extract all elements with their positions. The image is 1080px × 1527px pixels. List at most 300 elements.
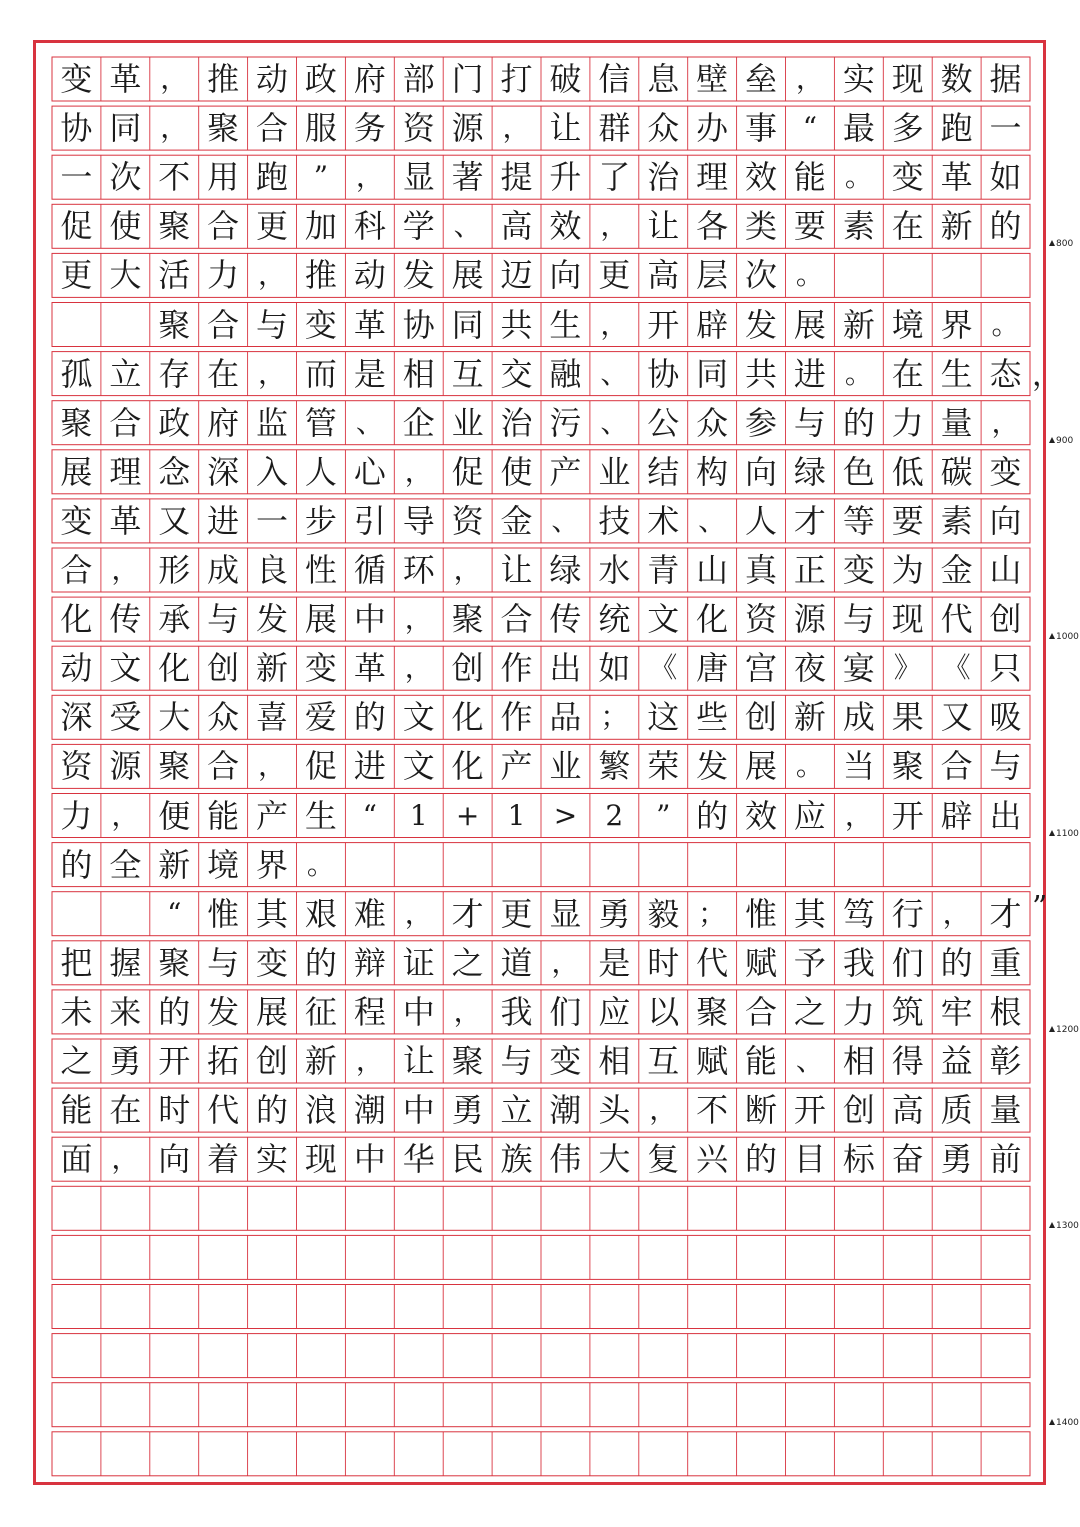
essay-character: 果 bbox=[891, 698, 924, 737]
essay-character: 文 bbox=[402, 747, 435, 786]
essay-character: 着 bbox=[207, 1140, 240, 1179]
essay-character: 、 bbox=[355, 405, 384, 439]
essay-character: 同 bbox=[696, 354, 729, 393]
essay-character: 不 bbox=[158, 158, 191, 197]
word-count-label: 1300 bbox=[1056, 1221, 1079, 1232]
essay-character: 其 bbox=[256, 894, 289, 933]
essay-character: 合 bbox=[745, 992, 778, 1031]
essay-character: 发 bbox=[207, 992, 240, 1031]
essay-character: 作 bbox=[500, 649, 533, 688]
essay-character: 与 bbox=[793, 403, 826, 442]
essay-character: 时 bbox=[647, 943, 680, 982]
essay-character: 源 bbox=[109, 747, 142, 786]
essay-character: 迈 bbox=[500, 256, 533, 295]
essay-character: 青 bbox=[647, 551, 680, 589]
essay-character: 难 bbox=[353, 894, 386, 933]
essay-character: 这 bbox=[647, 698, 680, 737]
essay-character: 唐 bbox=[696, 649, 729, 688]
essay-character: “ bbox=[362, 798, 377, 832]
essay-character: 目 bbox=[793, 1140, 826, 1179]
essay-character: ， bbox=[111, 1142, 140, 1176]
essay-character: 彰 bbox=[989, 1042, 1022, 1080]
essay-character: 创 bbox=[745, 698, 778, 737]
essay-character: 共 bbox=[745, 354, 778, 393]
essay-character: 导 bbox=[402, 501, 435, 540]
essay-character: 推 bbox=[207, 60, 240, 98]
essay-character: 是 bbox=[598, 943, 631, 982]
essay-character: 学 bbox=[402, 207, 435, 246]
essay-character: 之 bbox=[793, 992, 826, 1031]
essay-character: 毅 bbox=[647, 894, 680, 933]
essay-character: 的 bbox=[940, 943, 973, 982]
essay-character: 升 bbox=[549, 158, 582, 197]
essay-character: 资 bbox=[60, 747, 93, 786]
word-count-label: 800 bbox=[1056, 239, 1074, 250]
essay-character: 实 bbox=[842, 60, 875, 98]
essay-character: 在 bbox=[207, 354, 240, 393]
essay-character: 破 bbox=[549, 60, 582, 98]
essay-character: 筑 bbox=[891, 992, 924, 1031]
essay-character: 传 bbox=[109, 600, 142, 639]
essay-character: 文 bbox=[647, 600, 680, 639]
essay-character: 形 bbox=[158, 551, 191, 589]
essay-character: 、 bbox=[795, 1044, 824, 1077]
essay-character: 的 bbox=[158, 992, 191, 1031]
essay-character: 喜 bbox=[256, 698, 289, 737]
essay-character: 部 bbox=[402, 60, 435, 98]
essay-character: ， bbox=[551, 945, 580, 979]
essay-character: 让 bbox=[549, 109, 582, 148]
essay-character: 层 bbox=[696, 256, 729, 295]
essay-character: 合 bbox=[940, 747, 973, 786]
essay-character: 多 bbox=[891, 109, 924, 148]
essay-character: ， bbox=[404, 651, 433, 685]
essay-character: 能 bbox=[745, 1042, 778, 1080]
essay-character: 。 bbox=[844, 356, 873, 390]
essay-character: 的 bbox=[745, 1140, 778, 1179]
essay-character: + bbox=[455, 798, 480, 832]
essay-character: 生 bbox=[940, 354, 973, 393]
essay-character: 现 bbox=[891, 60, 924, 98]
essay-character: 垒 bbox=[745, 60, 778, 98]
essay-character: 。 bbox=[306, 847, 335, 881]
essay-character: 得 bbox=[891, 1042, 924, 1080]
essay-character: > bbox=[553, 798, 578, 832]
essay-character: 低 bbox=[891, 452, 924, 491]
essay-character: 发 bbox=[696, 747, 729, 786]
essay-character: 公 bbox=[647, 403, 680, 442]
essay-character: 群 bbox=[598, 109, 631, 148]
essay-character: 全 bbox=[109, 845, 142, 884]
essay-character: 展 bbox=[304, 600, 337, 639]
triangle-icon bbox=[1049, 437, 1055, 443]
essay-character: 立 bbox=[109, 354, 142, 393]
essay-character: 创 bbox=[207, 649, 240, 688]
triangle-icon bbox=[1049, 240, 1055, 246]
essay-character: 爱 bbox=[304, 698, 337, 737]
essay-character: 的 bbox=[696, 796, 729, 835]
essay-character: 力 bbox=[891, 403, 924, 442]
essay-character: 协 bbox=[402, 305, 435, 344]
essay-character: 品 bbox=[549, 698, 582, 737]
essay-character: 山 bbox=[696, 551, 729, 589]
essay-character: 力 bbox=[60, 796, 93, 835]
essay-character: 新 bbox=[940, 207, 973, 246]
essay-character: 中 bbox=[353, 1140, 386, 1179]
essay-character: ， bbox=[111, 553, 140, 586]
essay-character: 聚 bbox=[158, 747, 191, 786]
essay-character: ， bbox=[453, 553, 482, 586]
essay-character: 繁 bbox=[598, 747, 631, 786]
essay-character: 聚 bbox=[158, 943, 191, 982]
essay-character: 1 bbox=[409, 798, 428, 832]
essay-character: 色 bbox=[842, 452, 875, 491]
essay-character: 界 bbox=[256, 845, 289, 884]
essay-character: 1 bbox=[507, 798, 526, 832]
essay-character: 与 bbox=[256, 305, 289, 344]
essay-character: 聚 bbox=[451, 1042, 484, 1080]
essay-character: 动 bbox=[353, 256, 386, 295]
essay-character: 惟 bbox=[207, 894, 240, 933]
essay-character: 为 bbox=[891, 551, 924, 589]
essay-character: 的 bbox=[989, 207, 1022, 246]
essay-character: 力 bbox=[842, 992, 875, 1031]
essay-character: 次 bbox=[109, 158, 142, 197]
essay-character: 政 bbox=[158, 403, 191, 442]
essay-character: 受 bbox=[109, 698, 142, 737]
essay-character: 大 bbox=[109, 256, 142, 295]
essay-character: 、 bbox=[600, 356, 629, 390]
essay-character: 合 bbox=[60, 551, 93, 589]
essay-character: 生 bbox=[549, 305, 582, 344]
essay-character: 态 bbox=[989, 354, 1022, 393]
essay-character: 碳 bbox=[940, 452, 973, 491]
triangle-icon bbox=[1049, 1026, 1055, 1032]
essay-character: 与 bbox=[842, 600, 875, 639]
essay-character: 统 bbox=[598, 600, 631, 639]
essay-character: 作 bbox=[500, 698, 533, 737]
essay-character: 我 bbox=[500, 992, 533, 1031]
essay-character: 荣 bbox=[647, 747, 680, 786]
essay-character: 才 bbox=[451, 894, 484, 933]
essay-character: ” bbox=[313, 160, 329, 194]
essay-character: 正 bbox=[793, 551, 826, 589]
essay-character: ， bbox=[844, 798, 873, 832]
essay-character: 的 bbox=[256, 1091, 289, 1130]
essay-character: 孤 bbox=[60, 354, 93, 393]
word-count-label: 900 bbox=[1056, 435, 1074, 446]
essay-character: 与 bbox=[207, 943, 240, 982]
essay-character: 业 bbox=[549, 747, 582, 786]
essay-character: 赋 bbox=[745, 943, 778, 982]
essay-character: 术 bbox=[647, 501, 680, 540]
essay-character: 结 bbox=[647, 452, 680, 491]
essay-character: 创 bbox=[842, 1091, 875, 1130]
essay-character: 能 bbox=[207, 796, 240, 835]
essay-character: 推 bbox=[304, 256, 337, 295]
essay-character: 境 bbox=[891, 305, 924, 344]
essay-character: 良 bbox=[256, 551, 289, 589]
essay-character: 显 bbox=[402, 158, 435, 197]
essay-character: 办 bbox=[696, 109, 729, 148]
essay-character: 真 bbox=[745, 551, 778, 589]
essay-character: 。 bbox=[844, 160, 873, 194]
word-count-marker bbox=[1049, 829, 1079, 839]
essay-character: 步 bbox=[304, 501, 337, 540]
essay-character: 前 bbox=[989, 1140, 1022, 1179]
essay-character: 新 bbox=[158, 845, 191, 884]
essay-character: 辩 bbox=[353, 943, 386, 982]
essay-character: 门 bbox=[451, 60, 484, 98]
essay-character: 高 bbox=[500, 207, 533, 246]
essay-character: 伟 bbox=[549, 1140, 582, 1179]
essay-character: 使 bbox=[109, 207, 142, 246]
essay-character: 生 bbox=[304, 796, 337, 835]
essay-character: 以 bbox=[647, 992, 680, 1031]
essay-character: 化 bbox=[451, 747, 484, 786]
essay-character: 产 bbox=[500, 747, 533, 786]
essay-character: ， bbox=[502, 111, 531, 145]
essay-character: 当 bbox=[842, 747, 875, 786]
essay-character: 又 bbox=[940, 698, 973, 737]
essay-character: 展 bbox=[745, 747, 778, 786]
essay-character: 如 bbox=[989, 158, 1022, 197]
essay-character: 与 bbox=[500, 1042, 533, 1080]
essay-character: 一 bbox=[256, 501, 289, 540]
essay-character: 打 bbox=[500, 60, 533, 98]
essay-character: 创 bbox=[989, 600, 1022, 639]
essay-character: 聚 bbox=[207, 109, 240, 148]
essay-character: 创 bbox=[256, 1042, 289, 1080]
essay-character: 向 bbox=[158, 1140, 191, 1179]
triangle-icon bbox=[1049, 1222, 1055, 1228]
essay-character: 兴 bbox=[696, 1140, 729, 1179]
essay-character: 著 bbox=[451, 158, 484, 197]
essay-character: 、 bbox=[551, 503, 580, 537]
word-count-marker bbox=[1049, 1025, 1079, 1035]
essay-character: 在 bbox=[109, 1091, 142, 1130]
essay-character: 合 bbox=[207, 305, 240, 344]
essay-character: 证 bbox=[402, 943, 435, 982]
essay-character: 开 bbox=[158, 1042, 191, 1080]
word-count-label: 1200 bbox=[1056, 1025, 1079, 1035]
essay-character: 中 bbox=[402, 992, 435, 1031]
essay-character: 勇 bbox=[109, 1042, 142, 1080]
essay-character: 革 bbox=[940, 158, 973, 197]
word-count-marker bbox=[1049, 632, 1079, 642]
triangle-icon bbox=[1049, 1419, 1055, 1425]
essay-character: 效 bbox=[745, 158, 778, 197]
essay-character: 展 bbox=[451, 256, 484, 295]
essay-character: 中 bbox=[402, 1091, 435, 1130]
essay-character: 的 bbox=[60, 845, 93, 884]
essay-character: 又 bbox=[158, 501, 191, 540]
essay-character: 相 bbox=[402, 354, 435, 393]
essay-character: 同 bbox=[109, 109, 142, 148]
essay-character: 污 bbox=[549, 403, 582, 442]
essay-character: 让 bbox=[402, 1042, 435, 1080]
essay-character: 2 bbox=[605, 798, 624, 832]
essay-character: 深 bbox=[207, 452, 240, 491]
essay-character: 把 bbox=[60, 943, 93, 982]
essay-character: 高 bbox=[891, 1091, 924, 1130]
essay-character: 促 bbox=[60, 207, 93, 246]
essay-character: 发 bbox=[402, 256, 435, 295]
essay-character: ， bbox=[404, 602, 433, 636]
essay-character: 的 bbox=[304, 943, 337, 982]
essay-character: 才 bbox=[793, 501, 826, 540]
essay-character: ； bbox=[698, 896, 727, 930]
essay-character: 成 bbox=[207, 551, 240, 589]
essay-character: 治 bbox=[647, 158, 680, 197]
essay-character: 跑 bbox=[940, 109, 973, 148]
essay-character: 标 bbox=[842, 1140, 875, 1179]
word-count-marker bbox=[1049, 436, 1073, 446]
essay-character: 变 bbox=[304, 649, 337, 688]
essay-character: “ bbox=[167, 896, 182, 930]
essay-character: 。 bbox=[991, 307, 1020, 341]
essay-character: 同 bbox=[451, 305, 484, 344]
essay-character: 革 bbox=[109, 60, 142, 98]
essay-character: 文 bbox=[402, 698, 435, 737]
essay-character: 现 bbox=[891, 600, 924, 639]
essay-character: ， bbox=[404, 454, 433, 488]
essay-character: 融 bbox=[549, 354, 582, 393]
essay-character: ， bbox=[942, 896, 971, 930]
essay-character: 在 bbox=[891, 354, 924, 393]
essay-character: ” bbox=[656, 798, 671, 832]
essay-character: 变 bbox=[891, 158, 924, 197]
essay-character: 开 bbox=[891, 796, 924, 835]
essay-character: ， bbox=[404, 896, 433, 930]
essay-character: 引 bbox=[353, 501, 386, 540]
essay-character: 相 bbox=[598, 1042, 631, 1080]
essay-character: 代 bbox=[207, 1091, 240, 1130]
essay-character: 动 bbox=[60, 649, 93, 688]
essay-character: 府 bbox=[353, 60, 386, 98]
essay-character: 惟 bbox=[745, 894, 778, 933]
essay-character: 信 bbox=[598, 60, 631, 98]
essay-character: 实 bbox=[256, 1140, 289, 1179]
essay-character: ， bbox=[600, 209, 629, 243]
essay-character: ， bbox=[991, 405, 1020, 439]
essay-character: 只 bbox=[989, 649, 1022, 688]
essay-character: 们 bbox=[549, 992, 582, 1031]
essay-character: 程 bbox=[353, 992, 386, 1031]
essay-character: 一 bbox=[989, 109, 1022, 148]
essay-character: 治 bbox=[500, 403, 533, 442]
essay-character: 辟 bbox=[696, 305, 729, 344]
essay-character: 。 bbox=[795, 749, 824, 783]
essay-character: 素 bbox=[842, 207, 875, 246]
essay-character: 变 bbox=[60, 501, 93, 540]
essay-character: 协 bbox=[60, 109, 93, 148]
essay-character: 显 bbox=[549, 894, 582, 933]
essay-character: 能 bbox=[60, 1091, 93, 1130]
essay-character: 头 bbox=[598, 1091, 631, 1130]
essay-character: 在 bbox=[891, 207, 924, 246]
essay-character: 而 bbox=[304, 354, 337, 393]
essay-character: 入 bbox=[256, 452, 289, 491]
essay-character: 的 bbox=[842, 403, 875, 442]
essay-character: 来 bbox=[109, 992, 142, 1031]
essay-character: 绿 bbox=[793, 452, 826, 491]
essay-character: 浪 bbox=[304, 1091, 337, 1130]
essay-character: 能 bbox=[793, 158, 826, 197]
essay-character: 益 bbox=[940, 1042, 973, 1080]
essay-character: 府 bbox=[207, 403, 240, 442]
essay-character: 华 bbox=[402, 1140, 435, 1179]
essay-character: ， bbox=[111, 798, 140, 832]
essay-character: 聚 bbox=[158, 207, 191, 246]
essay-character: 创 bbox=[451, 649, 484, 688]
essay-character: 与 bbox=[207, 600, 240, 639]
essay-character: 族 bbox=[500, 1140, 533, 1179]
essay-character: 使 bbox=[500, 452, 533, 491]
essay-character: 们 bbox=[891, 943, 924, 982]
essay-character: 大 bbox=[598, 1140, 631, 1179]
triangle-icon bbox=[1049, 633, 1055, 639]
essay-character: ， bbox=[649, 1093, 678, 1127]
essay-character: 文 bbox=[109, 649, 142, 688]
essay-character: 勇 bbox=[598, 894, 631, 933]
essay-character: 应 bbox=[598, 992, 631, 1031]
essay-character: 更 bbox=[256, 207, 289, 246]
essay-character: 类 bbox=[745, 207, 778, 246]
essay-character: 科 bbox=[353, 207, 386, 246]
essay-character: 息 bbox=[647, 60, 680, 98]
essay-character: 复 bbox=[647, 1140, 680, 1179]
essay-character: 新 bbox=[793, 698, 826, 737]
essay-character: 资 bbox=[402, 109, 435, 148]
essay-character: 产 bbox=[549, 452, 582, 491]
essay-character: 众 bbox=[647, 109, 680, 148]
essay-character: 事 bbox=[745, 109, 778, 148]
essay-character: 合 bbox=[256, 109, 289, 148]
essay-character: 代 bbox=[696, 943, 729, 982]
essay-character: 合 bbox=[109, 403, 142, 442]
essay-character: 便 bbox=[158, 796, 191, 835]
essay-character: 承 bbox=[158, 600, 191, 639]
essay-character: 各 bbox=[696, 207, 729, 246]
essay-character: 革 bbox=[353, 649, 386, 688]
essay-character: 高 bbox=[647, 256, 680, 295]
essay-character: 相 bbox=[842, 1042, 875, 1080]
essay-character: 展 bbox=[60, 452, 93, 491]
essay-character: 。 bbox=[795, 258, 824, 292]
essay-character: 循 bbox=[353, 551, 386, 589]
essay-character: 向 bbox=[989, 501, 1022, 540]
word-count-label: 1400 bbox=[1056, 1417, 1079, 1428]
essay-character: 变 bbox=[256, 943, 289, 982]
essay-character: 等 bbox=[842, 501, 875, 540]
essay-character: 征 bbox=[304, 992, 337, 1031]
essay-character: 企 bbox=[402, 403, 435, 442]
overflow-punctuation: ， bbox=[1032, 357, 1062, 393]
essay-character: 握 bbox=[109, 943, 142, 982]
essay-character: 、 bbox=[453, 209, 482, 243]
essay-character: ， bbox=[160, 62, 189, 95]
essay-character: 资 bbox=[745, 600, 778, 639]
essay-character: 跑 bbox=[256, 158, 289, 197]
essay-character: 展 bbox=[793, 305, 826, 344]
essay-character: 立 bbox=[500, 1091, 533, 1130]
essay-character: 发 bbox=[256, 600, 289, 639]
essay-character: 协 bbox=[647, 354, 680, 393]
essay-character: 聚 bbox=[60, 403, 93, 442]
essay-character: 界 bbox=[940, 305, 973, 344]
essay-character: 民 bbox=[451, 1140, 484, 1179]
